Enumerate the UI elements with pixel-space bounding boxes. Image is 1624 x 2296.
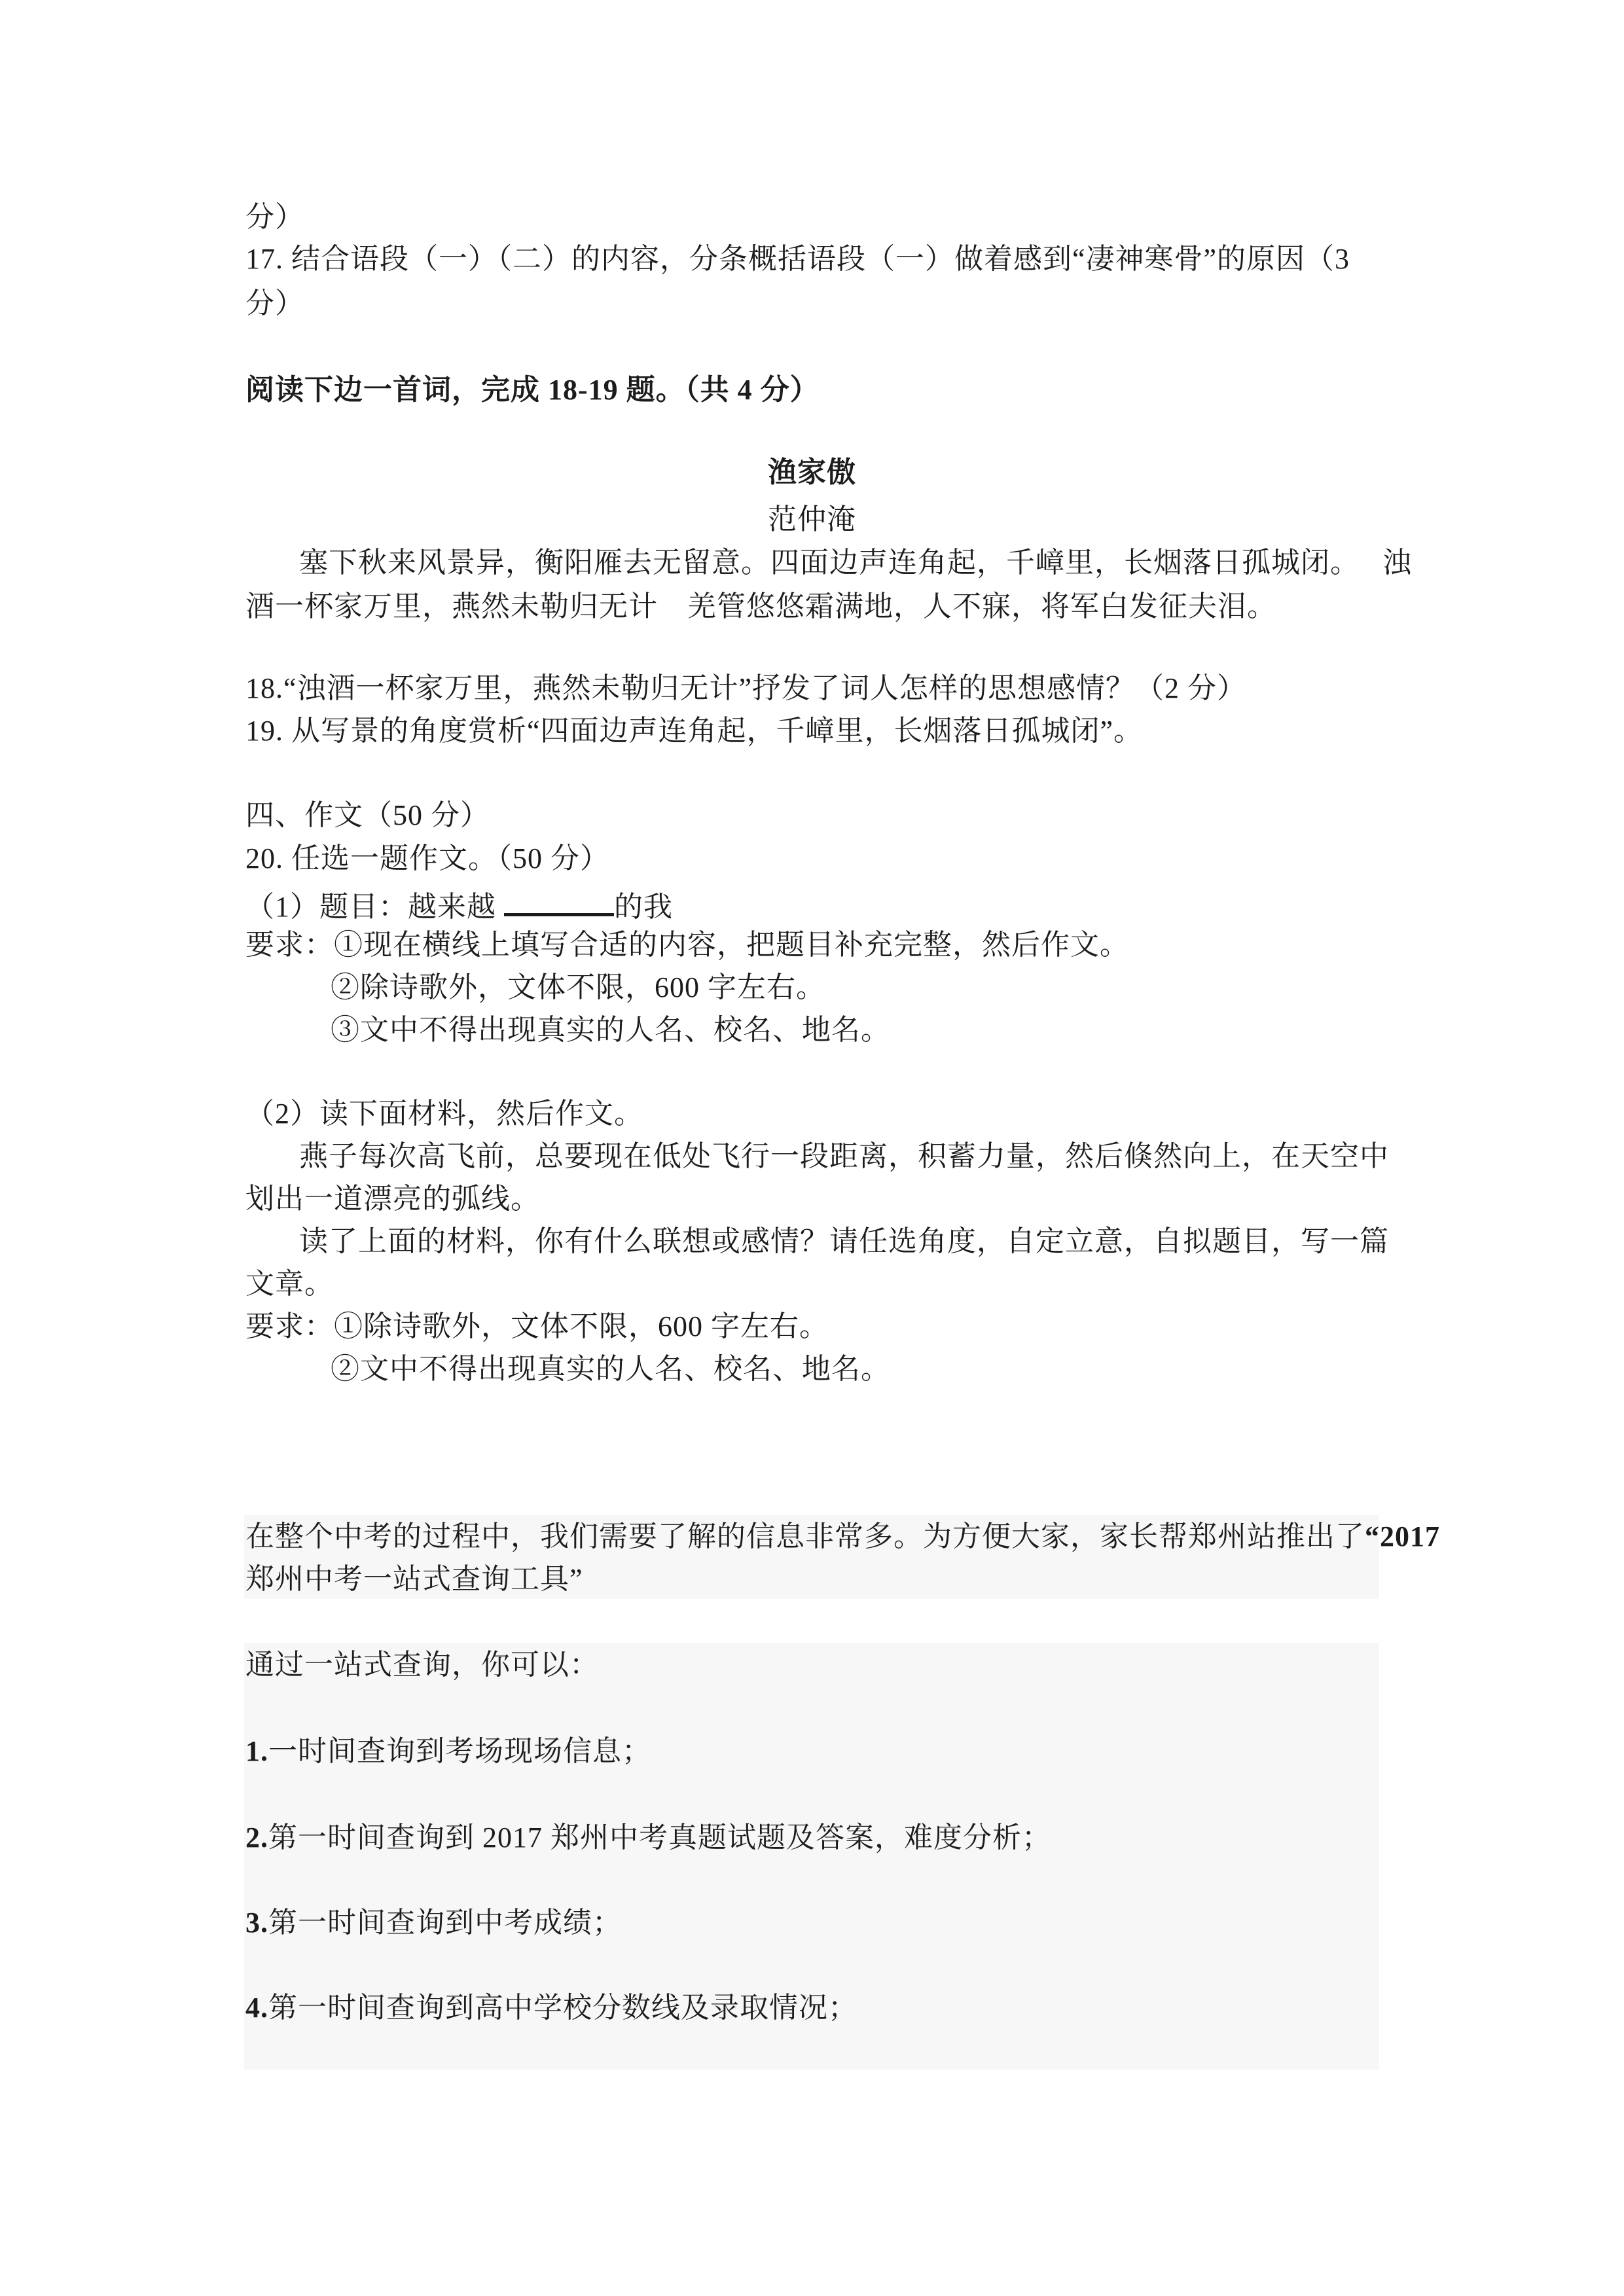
question-20: 20. 任选一题作文。（50 分） (245, 842, 609, 874)
prompt-line-2: 文章。 (245, 1268, 334, 1300)
topic-1-line (245, 887, 673, 923)
requirement-1-line-1: 要求：①现在横线上填写合适的内容，把题目补充完整，然后作文。 (245, 929, 1129, 961)
promo-item-3-text: 第一时间查询到中考成绩； (268, 1907, 622, 1939)
question-19: 19. 从写景的角度赏析“四面边声连角起，千嶂里，长烟落日孤城闭”。 (245, 715, 1144, 747)
promo-item-2-number: 2. (245, 1821, 268, 1854)
promo-item-3-number: 3. (245, 1907, 268, 1939)
requirement-1-line-2: ②除诗歌外，文体不限，600 字左右。 (331, 971, 825, 1003)
requirement-2-line-2: ②文中不得出现真实的人名、校名、地名。 (331, 1353, 890, 1385)
prompt-line-1: 读了上面的材料，你有什么联想或感情？请任选角度，自定立意，自拟题目，写一篇 (299, 1225, 1389, 1257)
topic-1-prefix: （1）题目：越来越 (245, 891, 504, 923)
promo-item-2-text: 第一时间查询到 2017 郑州中考真题试题及答案，难度分析； (268, 1821, 1051, 1854)
section-4-heading: 四、作文（50 分） (245, 799, 490, 831)
promo-list-item-4 (245, 1992, 857, 2024)
material-line-2: 划出一道漂亮的弧线。 (245, 1183, 540, 1215)
promo-list-item-1 (245, 1736, 651, 1767)
promo-item-4-number: 4. (245, 1992, 268, 2024)
question-18: 18.“浊酒一杯家万里，燕然未勒归无计”抒发了词人怎样的思想感情？（2 分） (245, 672, 1247, 704)
promo-list-item-2 (245, 1822, 1051, 1854)
promo-intro-line-2: 郑州中考一站式查询工具” (245, 1563, 583, 1595)
reading-section-heading: 阅读下边一首词，完成 18-19 题。（共 4 分） (245, 374, 820, 406)
requirement-2-line-1: 要求：①除诗歌外，文体不限，600 字左右。 (245, 1310, 829, 1342)
promo-intro-line-1 (245, 1521, 1440, 1552)
promo-lead: 通过一站式查询，你可以： (245, 1649, 599, 1681)
promo-item-1-number: 1. (245, 1735, 268, 1767)
poem-line-1: 塞下秋来风景异，衡阳雁去无留意。四面边声连角起，千嶂里，长烟落日孤城闭。 浊 (299, 547, 1412, 579)
topic-2-line: （2）读下面材料，然后作文。 (245, 1098, 643, 1130)
material-line-1: 燕子每次高飞前，总要现在低处飞行一段距离，积蓄力量，然后倏然向上，在天空中 (299, 1140, 1389, 1172)
score-fragment-top: 分） (245, 201, 304, 233)
promo-intro-regular: 在整个中考的过程中，我们需要了解的信息非常多。为方便大家，家长帮郑州站推出了 (245, 1520, 1365, 1552)
requirement-1-line-3: ③文中不得出现真实的人名、校名、地名。 (331, 1014, 890, 1046)
topic-1-suffix: 的我 (614, 891, 673, 923)
promo-item-4-text: 第一时间查询到高中学校分数线及录取情况； (268, 1992, 857, 2024)
promo-list-item-3 (245, 1907, 622, 1939)
score-fragment-bottom: 分） (245, 287, 304, 319)
poem-line-2: 酒一杯家万里，燕然未勒归无计 羌管悠悠霜满地，人不寐，将军白发征夫泪。 (245, 590, 1276, 622)
poem-author: 范仲淹 (768, 503, 856, 535)
fill-in-blank-underline (504, 887, 614, 916)
promo-item-1-text: 一时间查询到考场现场信息； (268, 1735, 651, 1767)
question-17: 17. 结合语段（一）（二）的内容，分条概括语段（一）做着感到“凄神寒骨”的原因（3 (245, 243, 1350, 275)
promo-intro-bold-year: “2017 (1365, 1520, 1440, 1552)
poem-title: 渔家傲 (768, 456, 856, 488)
